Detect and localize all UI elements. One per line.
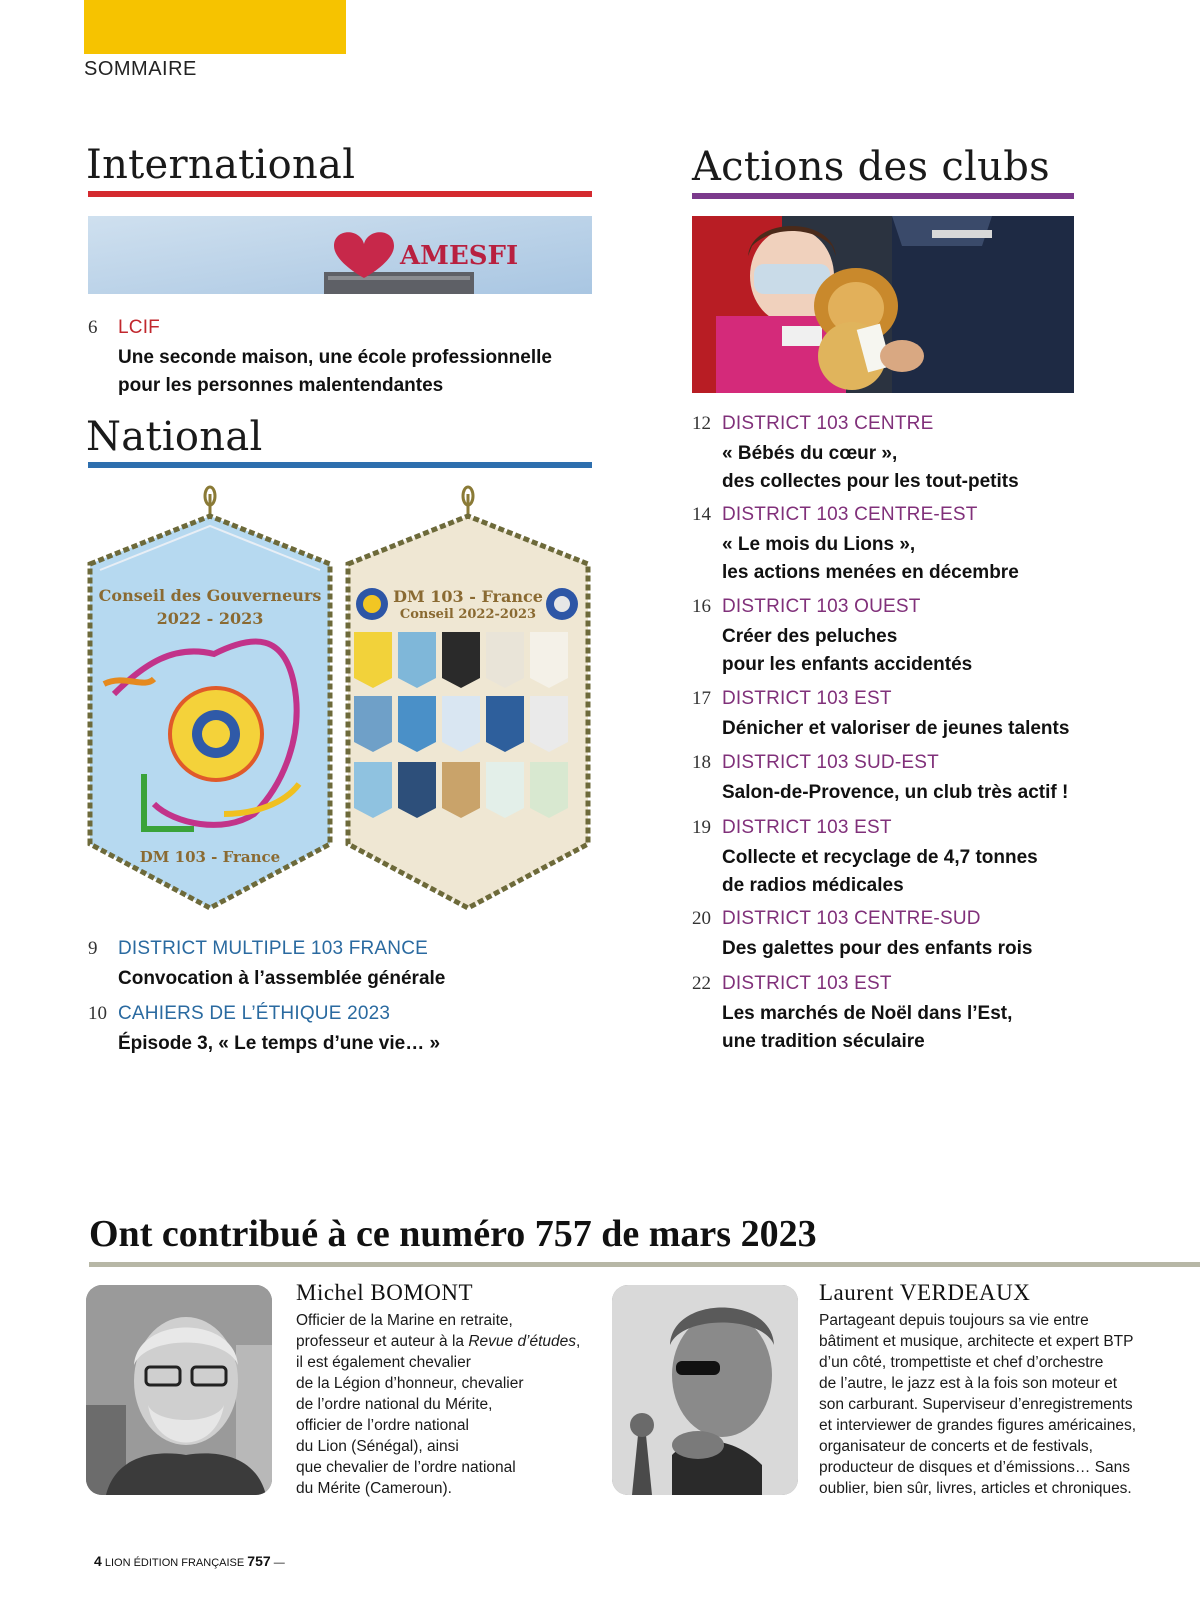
header-color-tab bbox=[84, 0, 346, 54]
toc-entry[interactable] bbox=[692, 596, 1112, 678]
international-rule bbox=[88, 191, 592, 197]
svg-text:DM 103 - France: DM 103 - France bbox=[393, 587, 543, 606]
toc-entry[interactable] bbox=[692, 504, 1112, 586]
entry-page-number: 9 bbox=[88, 938, 98, 959]
svg-text:Conseil 2022-2023: Conseil 2022-2023 bbox=[399, 607, 537, 622]
entry-title: Créer des peluches pour les enfants accidentés bbox=[722, 626, 973, 675]
entry-category: DISTRICT 103 CENTRE bbox=[722, 413, 934, 434]
entry-title: Collecte et recyclage de 4,7 tonnes de radios médicales bbox=[722, 847, 1038, 896]
toc-entry[interactable] bbox=[692, 973, 1112, 1055]
page-number: 4 bbox=[94, 1553, 102, 1569]
toc-entry[interactable] bbox=[692, 752, 1112, 808]
entry-page-number: 17 bbox=[692, 688, 711, 709]
toc-entry[interactable] bbox=[692, 688, 1112, 744]
toc-entry[interactable] bbox=[692, 413, 1112, 495]
section-title-international: International bbox=[86, 142, 356, 188]
contributor-bio: Partageant depuis toujours sa vie entre bâtiment et musique, architecte et expert BTP d’un côté, trompettiste et chef d’orchestre de l’autre, le jazz est à la fois son moteur et son carburant. Superviseur d’enregistrements et interviewer de grandes figures américaines, organisateur de concerts et de festivals, producteur de disques et d’émissions… Sans oublier, bien sûr, livres, articles et chroniques. bbox=[819, 1312, 1137, 1497]
entry-category: DISTRICT 103 EST bbox=[722, 817, 892, 838]
clubs-photo bbox=[692, 216, 1074, 393]
entry-title: Salon-de-Provence, un club très actif ! bbox=[722, 782, 1069, 803]
entry-page-number: 14 bbox=[692, 504, 711, 525]
page-label: SOMMAIRE bbox=[84, 58, 197, 80]
toc-entry[interactable] bbox=[692, 908, 1112, 964]
entry-category: CAHIERS DE L’ÉTHIQUE 2023 bbox=[118, 1003, 391, 1024]
amesfi-logo-text: AMESFI bbox=[400, 241, 519, 271]
national-rule bbox=[88, 462, 592, 468]
entry-category: DISTRICT 103 EST bbox=[722, 973, 892, 994]
entry-page-number: 16 bbox=[692, 596, 711, 617]
entry-category: LCIF bbox=[118, 317, 160, 338]
svg-text:Conseil des Gouverneurs: Conseil des Gouverneurs bbox=[98, 586, 322, 605]
entry-page-number: 19 bbox=[692, 817, 711, 838]
svg-text:DM 103 - France: DM 103 - France bbox=[139, 848, 281, 866]
entry-page-number: 10 bbox=[88, 1003, 107, 1024]
contributor-name: Michel BOMONT bbox=[296, 1280, 474, 1305]
entry-title: Convocation à l’assemblée générale bbox=[118, 968, 446, 989]
entry-title: Une seconde maison, une école professionnelle pour les personnes malentendantes bbox=[118, 347, 552, 396]
entry-category: DISTRICT 103 OUEST bbox=[722, 596, 921, 617]
entry-category: DISTRICT 103 CENTRE-EST bbox=[722, 504, 978, 525]
contributor-name: Laurent VERDEAUX bbox=[819, 1280, 1031, 1305]
entry-page-number: 20 bbox=[692, 908, 711, 929]
toc-entry[interactable] bbox=[88, 317, 592, 397]
toc-entry[interactable] bbox=[692, 817, 1112, 899]
entry-page-number: 12 bbox=[692, 413, 711, 434]
contributors-title: Ont contribué à ce numéro 757 de mars 2023 bbox=[89, 1213, 817, 1255]
entry-page-number: 18 bbox=[692, 752, 711, 773]
national-pennants-image bbox=[84, 484, 596, 914]
page-footer: 4 LION ÉDITION FRANÇAISE 757 — bbox=[94, 1553, 285, 1569]
entry-title: « Bébés du cœur », des collectes pour les tout-petits bbox=[722, 443, 1019, 492]
entry-title: Dénicher et valoriser de jeunes talents bbox=[722, 718, 1070, 739]
section-title-national: National bbox=[86, 414, 263, 460]
section-title-clubs: Actions des clubs bbox=[692, 144, 1050, 190]
entry-title: Des galettes pour des enfants rois bbox=[722, 938, 1033, 959]
entry-category: DISTRICT 103 EST bbox=[722, 688, 892, 709]
entry-category: DISTRICT 103 CENTRE-SUD bbox=[722, 908, 981, 929]
toc-entry[interactable] bbox=[88, 1003, 592, 1059]
contributor-photo-verdeaux bbox=[612, 1285, 798, 1495]
contributor-photo-bomont bbox=[86, 1285, 272, 1495]
contributors-rule bbox=[89, 1262, 1200, 1267]
entry-title: Épisode 3, « Le temps d’une vie… » bbox=[118, 1033, 441, 1054]
entry-title: Les marchés de Noël dans l’Est, une tradition séculaire bbox=[722, 1003, 1013, 1052]
magazine-name: LION ÉDITION FRANÇAISE bbox=[104, 1557, 245, 1569]
pennant-left bbox=[90, 487, 330, 908]
issue-number: 757 bbox=[247, 1553, 271, 1569]
entry-category: DISTRICT 103 SUD-EST bbox=[722, 752, 939, 773]
entry-page-number: 6 bbox=[88, 317, 98, 338]
international-photo bbox=[88, 216, 592, 294]
entry-page-number: 22 bbox=[692, 973, 711, 994]
entry-title: « Le mois du Lions », les actions menées en décembre bbox=[722, 534, 1019, 583]
clubs-rule bbox=[692, 193, 1074, 199]
contributor-bio: Officier de la Marine en retraite, professeur et auteur à la Revue d’études, il est également chevalier de la Légion d’honneur, chevalier de l’ordre national du Mérite, officier de l’ordre national du Lion (Sénégal), ainsi que chevalier de l’ordre national du Mérite (Cameroun). bbox=[296, 1312, 581, 1497]
entry-category: DISTRICT MULTIPLE 103 FRANCE bbox=[118, 938, 429, 959]
toc-entry[interactable] bbox=[88, 938, 592, 994]
svg-text:2022 - 2023: 2022 - 2023 bbox=[156, 609, 264, 628]
pennant-right bbox=[348, 487, 588, 908]
